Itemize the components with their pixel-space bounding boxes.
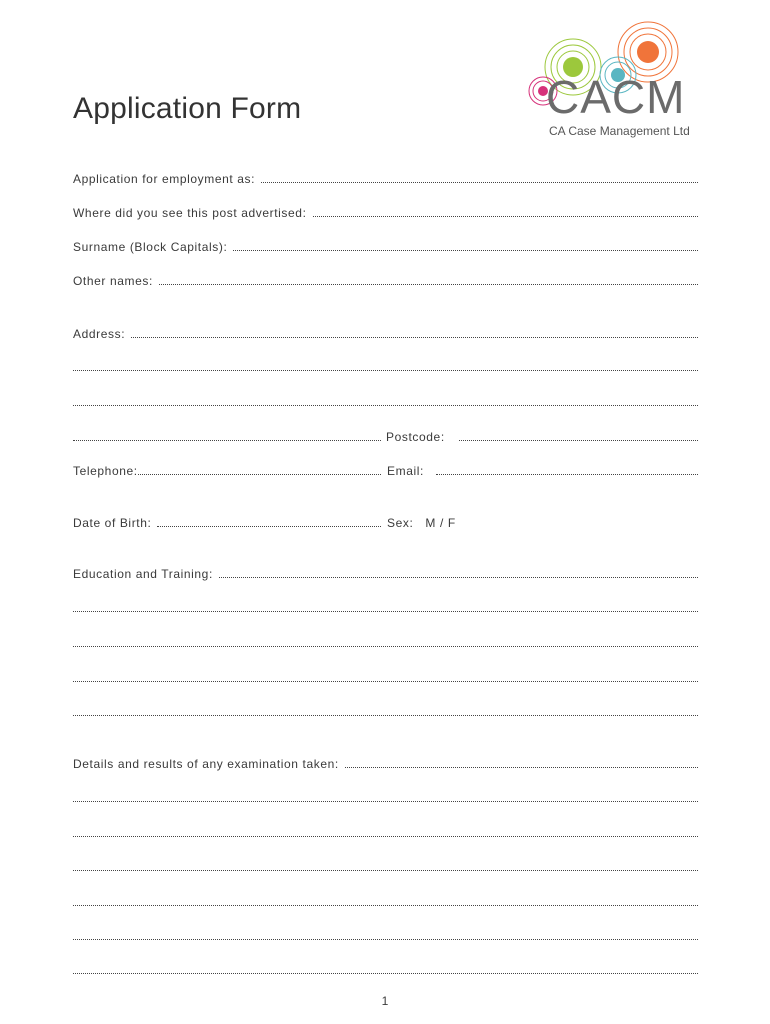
other-names-label: Other names: [73, 274, 153, 288]
postcode-label: Postcode: [386, 430, 445, 444]
education-input-line[interactable] [219, 577, 698, 578]
employment-field[interactable] [73, 170, 698, 186]
dob-input-line[interactable] [157, 526, 381, 527]
education-label: Education and Training: [73, 567, 213, 581]
address-input-line[interactable] [131, 337, 698, 338]
sex-label: Sex: [387, 516, 414, 530]
telephone-input-line[interactable] [138, 474, 381, 475]
exams-field[interactable] [73, 755, 698, 771]
surname-label: Surname (Block Capitals): [73, 240, 228, 254]
email-label: Email: [387, 464, 424, 478]
exams-line-2[interactable] [73, 801, 698, 802]
other-names-field[interactable] [73, 272, 698, 288]
advertised-field[interactable] [73, 204, 698, 220]
exams-line-6[interactable] [73, 939, 698, 940]
employment-input-line[interactable] [261, 182, 698, 183]
exams-line-5[interactable] [73, 905, 698, 906]
surname-input-line[interactable] [233, 250, 698, 251]
page-title: Application Form [73, 92, 302, 125]
address-line-4[interactable] [73, 428, 381, 444]
page-number: 1 [381, 994, 389, 1008]
address-line-2[interactable] [73, 370, 698, 371]
education-line-2[interactable] [73, 611, 698, 612]
exams-line-7[interactable] [73, 973, 698, 974]
education-line-4[interactable] [73, 681, 698, 682]
logo-wordmark: CACM [546, 71, 686, 123]
address-label: Address: [73, 327, 126, 341]
email-input-line[interactable] [436, 474, 698, 475]
dob-field[interactable] [73, 514, 381, 530]
email-field[interactable] [387, 462, 698, 478]
dob-label: Date of Birth: [73, 516, 152, 530]
address-line-3[interactable] [73, 405, 698, 406]
address-field[interactable] [73, 325, 698, 341]
exams-line-3[interactable] [73, 836, 698, 837]
sex-options[interactable]: M / F [425, 516, 456, 530]
address-line-4-input[interactable] [73, 440, 381, 441]
advertised-label: Where did you see this post advertised: [73, 206, 307, 220]
exams-line-4[interactable] [73, 870, 698, 871]
other-names-input-line[interactable] [159, 284, 698, 285]
employment-label: Application for employment as: [73, 172, 256, 186]
postcode-input-line[interactable] [459, 440, 698, 441]
education-line-3[interactable] [73, 646, 698, 647]
exams-input-line[interactable] [345, 767, 698, 768]
education-line-5[interactable] [73, 715, 698, 716]
surname-field[interactable] [73, 238, 698, 254]
telephone-label: Telephone: [73, 464, 138, 478]
exams-label: Details and results of any examination taken: [73, 757, 339, 771]
logo-subtitle: CA Case Management Ltd [549, 124, 690, 138]
sex-field[interactable] [387, 514, 456, 530]
education-field[interactable] [73, 565, 698, 581]
telephone-field[interactable] [73, 462, 381, 478]
advertised-input-line[interactable] [313, 216, 698, 217]
postcode-field[interactable] [386, 428, 698, 444]
